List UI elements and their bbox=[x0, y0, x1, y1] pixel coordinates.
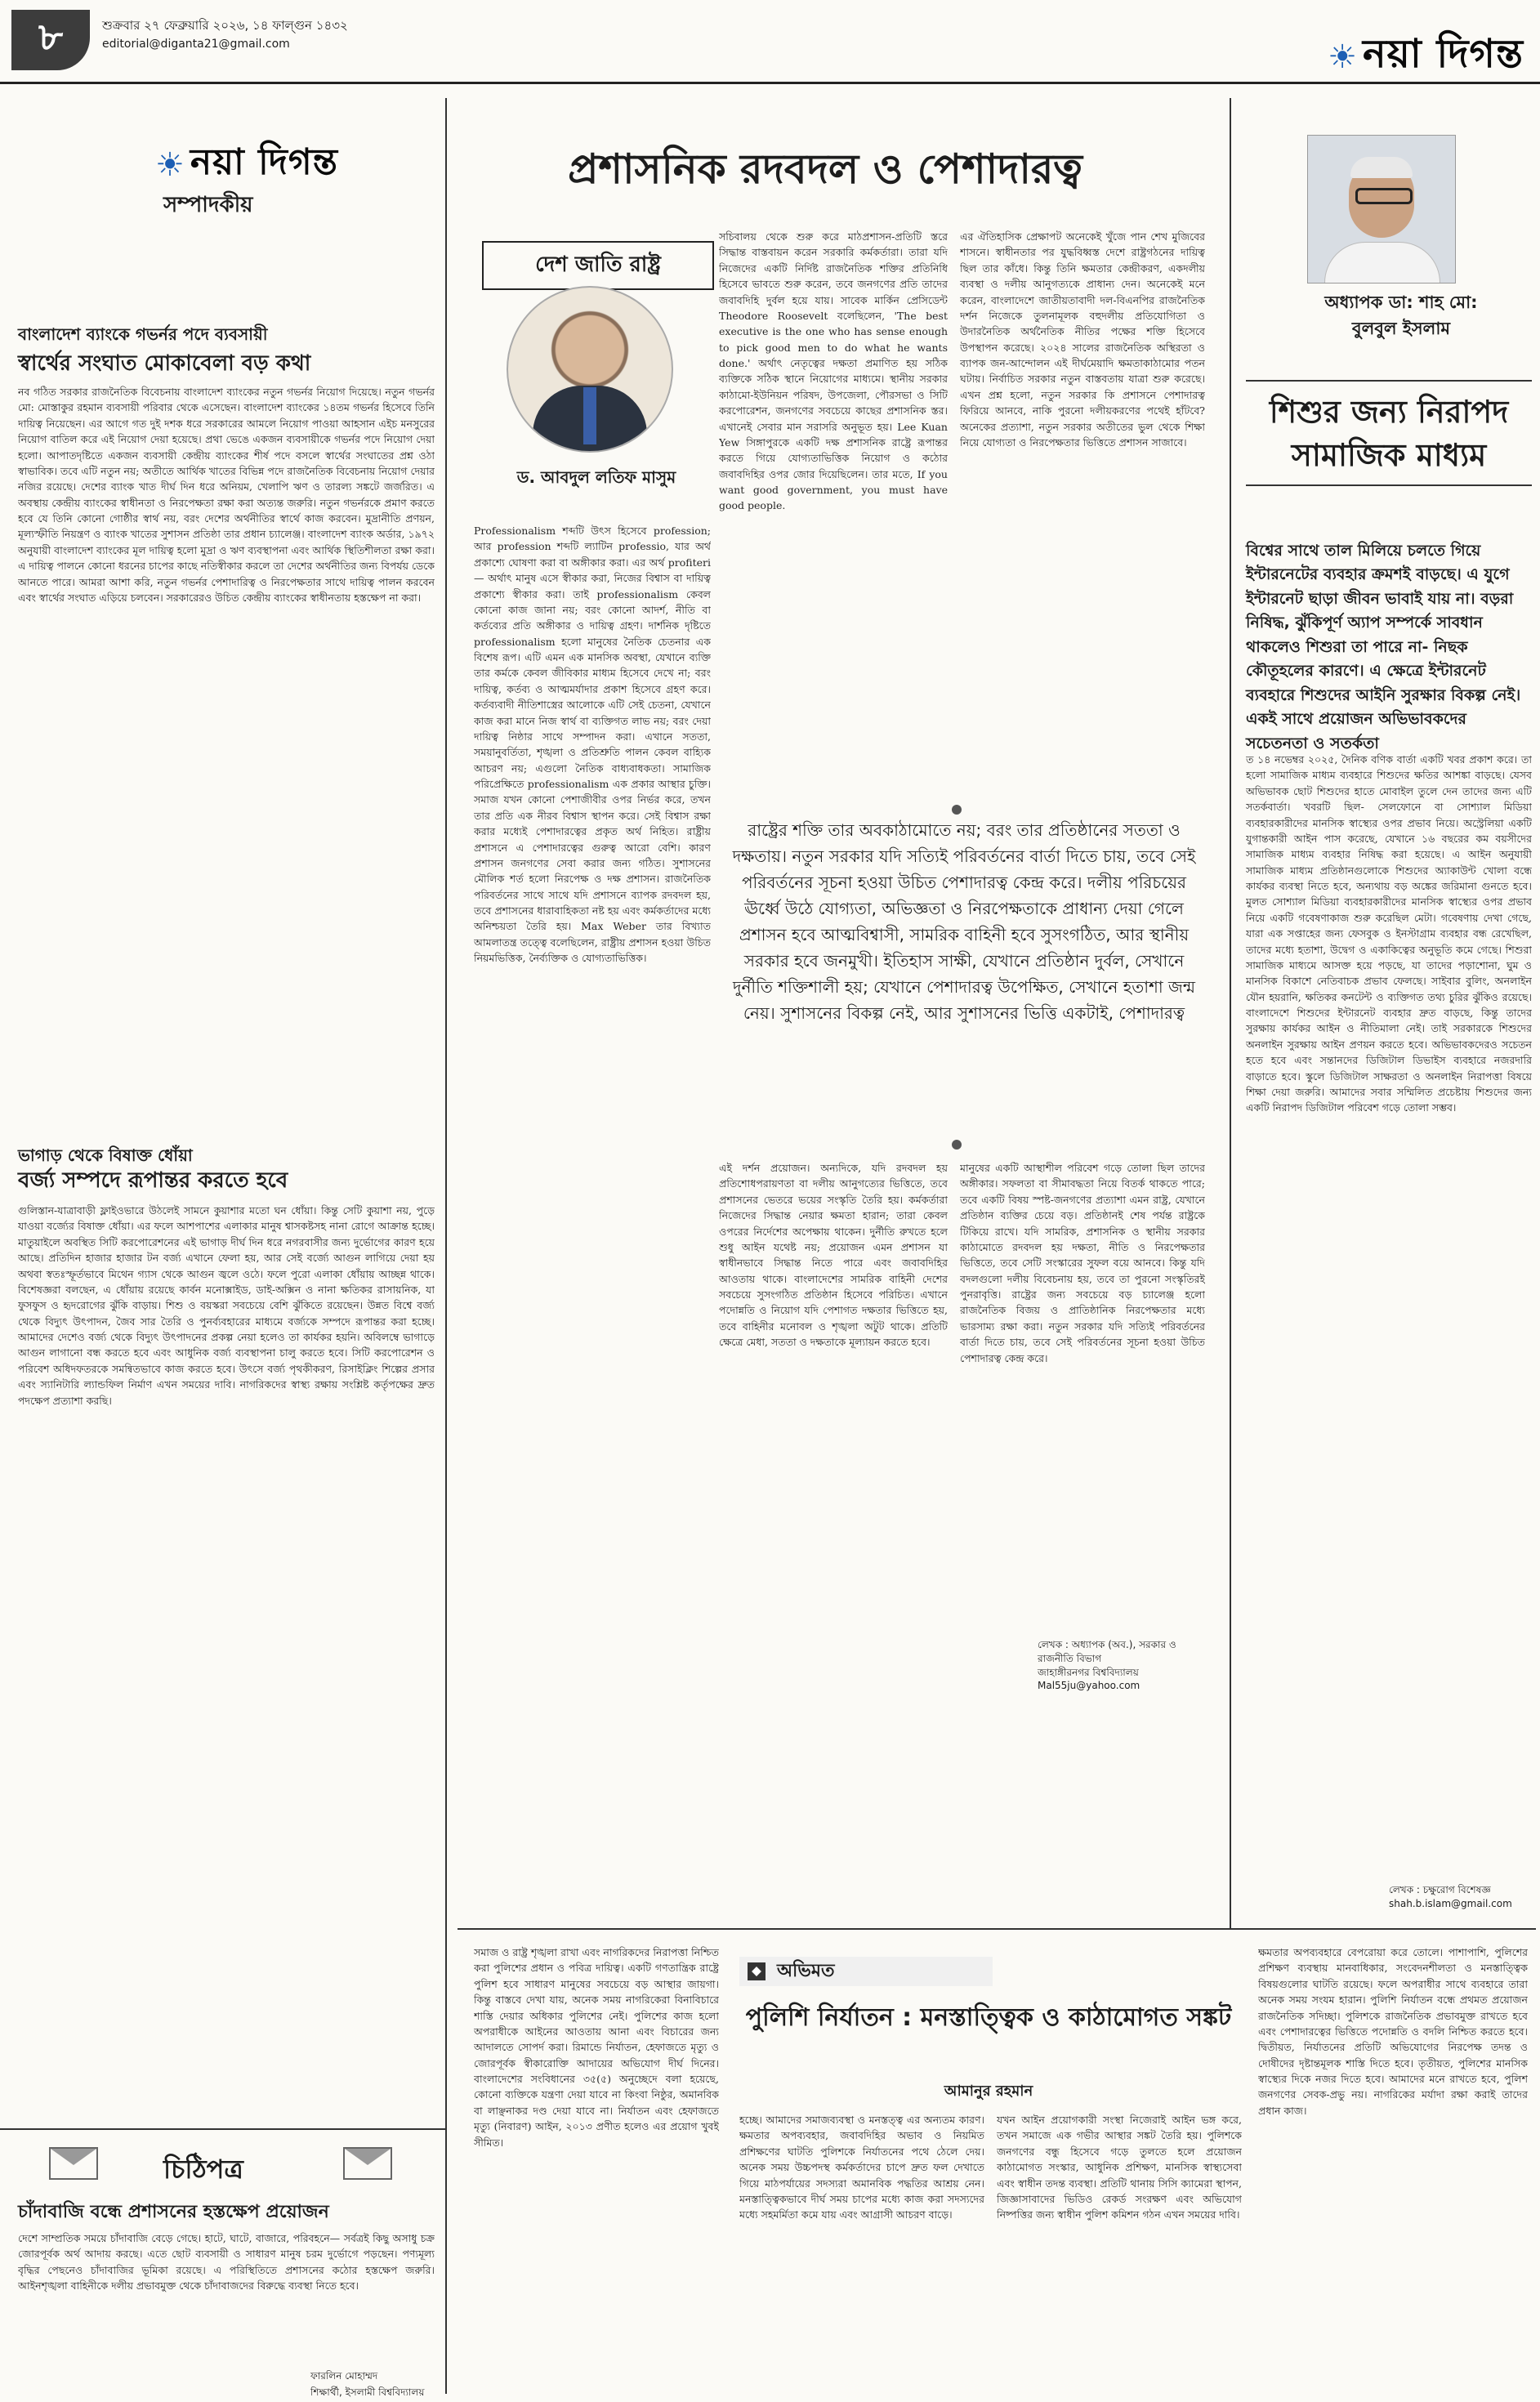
police-article-left-column: সমাজ ও রাষ্ট্র শৃঙ্খলা রাখা এবং নাগরিকদের নিরাপত্তা নিশ্চিত করা পুলিশের প্রধান ও পবিত্র দায়িত্ব। একটি গণতান্ত্রিক রাষ্ট্রে পুলিশ হবে সাধারণ মানুষের সবচেয়ে বড় আস্থার জায়গা। কিন্তু বাস্তবে দেখা যায়, অনেক সময় নাগরিকেরা বিনাবিচারে শাস্তি দেয়ার অধিকার পুলিশের নেই। পুলিশের কাজ হলো অপরাধীকে আইনের আওতায় আনা এবং বিচারের জন্য আদালতে সোপর্দ করা। রিমান্ডে নির্যাতন, হেফাজতে মৃত্যু ও জোরপূর্বক স্বীকারোক্তি আদায়ের অভিযোগ দীর্ঘ দিনের। বাংলাদেশের সংবিধানের ৩৫(৫) অনুচ্ছেদে বলা হয়েছে, কোনো ব্যক্তিকে যন্ত্রণা দেয়া যাবে না কিংবা নিষ্ঠুর, অমানবিক বা লাঞ্ছনাকর দণ্ড দেয়া যাবে না। নির্যাতন এবং হেফাজতে মৃত্যু (নিবারণ) আইন, ২০১৩ প্রণীত হলেও এর প্রয়োগ খুবই সীমিত। bbox=[474, 1946, 719, 2149]
editorial-1-title[interactable]: স্বার্থের সংঘাত মোকাবেলা বড় কথা bbox=[18, 351, 311, 376]
editorial-logo bbox=[155, 135, 338, 194]
column-tag: দেশ জাতি রাষ্ট্র bbox=[482, 241, 714, 290]
main-article-column-1: Professionalism শব্দটি উৎস হিসেবে profession; আর profession শব্দটি ল্যাটিন professio, যার অর্থ প্রকাশ্যে ঘোষণা করা বা অঙ্গীকার করা। এর অর্থ profiteri— অর্থাৎ মানুষ এসে স্বীকার করা, নিজের বিশ্বাস বা দায়িত্ব প্রকাশ্যে স্বীকার করা। তাই professionalism কেবল কোনো কাজ জানা নয়; বরং কোনো আদর্শ, নীতি বা কর্তব্যের প্রতি অঙ্গীকার ও দায়িত্ব গ্রহণ। দার্শনিক দৃষ্টিতে professionalism হলো মানুষের নৈতিক চেতনার এক বিশেষ রূপ। এটি এমন এক মানসিক অবস্থা, যেখানে ব্যক্তি তার কর্মকে কেবল জীবিকার মাধ্যম হিসেবে দেখে না; বরং দায়িত্ব, কর্তব্য ও আত্মমর্যাদার প্রকাশ হিসেবে গ্রহণ করে। কর্তব্যবাদী নীতিশাস্ত্রের আলোকে এটি সেই চেতনা, যেখানে কাজ করা মানে নিজ স্বার্থ বা ব্যক্তিগত লাভ নয়; বরং দেয়া দায়িত্ব নিষ্ঠার সাথে সম্পাদন করা। এখানে সততা, সময়ানুবর্তিতা, শৃঙ্খলা ও প্রতিশ্রুতি পালন কেবল বাহ্যিক আচরণ নয়; এগুলো নৈতিক বাধ্যবাধকতা। সামাজিক পরিপ্রেক্ষিতে professionalism এক প্রকার আস্থার চুক্তি। সমাজ যখন কোনো পেশাজীবীর ওপর নির্ভর করে, তখন তার প্রতি এক নীরব বিশ্বাস স্থাপন করে। সেই বিশ্বাস রক্ষা করার মধ্যেই পেশাদারত্বের প্রকৃত অর্থ নিহিত। রাষ্ট্রীয় প্রশাসনে এ পেশাদারত্বের গুরুত্ব আরো বেশি। কারণ প্রশাসন জনগণের সেবা করার জন্য গঠিত। সুশাসনের মৌলিক শর্ত হলো নিরপেক্ষ ও দক্ষ প্রশাসন। রাজনৈতিক পরিবর্তনের সাথে সাথে যদি প্রশাসনে ব্যাপক রদবদল হয়, তবে প্রশাসনের ধারাবাহিকতা নষ্ট হয় এবং কর্মকর্তাদের মধ্যে অনিশ্চয়তা তৈরি হয়। Max Weber তার বিখ্যাত আমলাতন্ত্র তত্ত্বে বলেছিলেন, রাষ্ট্রীয় প্রশাসন হওয়া উচিত নিয়মভিত্তিক, নৈর্ব্যক্তিক ও যোগ্যতাভিত্তিক। bbox=[474, 525, 711, 965]
letter-title[interactable]: চাঁদাবাজি বন্ধে প্রশাসনের হস্তক্ষেপ প্রয়োজন bbox=[18, 2202, 329, 2222]
opinion-column-1: হচ্ছে। আমাদের সমাজব্যবস্থা ও মনস্তত্ত্ব এর অন্যতম কারণ। ক্ষমতার অপব্যবহার, জবাবদিহির অভাব ও নিয়মিত প্রশিক্ষণের ঘাটতি পুলিশকে নির্যাতনের পথে ঠেলে দেয়। অনেক সময় উচ্চপদস্থ কর্মকর্তাদের চাপে দ্রুত ফল দেখাতে গিয়ে মাঠপর্যায়ের সদস্যরা অমানবিক পদ্ধতির আশ্রয় নেন। মনস্তাত্ত্বিকভাবে দীর্ঘ সময় চাপের মধ্যে কাজ করা সদস্যদের মধ্যে সহমর্মিতা কমে যায় এবং আগ্রাসী আচরণ বাড়ে। bbox=[739, 2114, 984, 2221]
photo-hair bbox=[1350, 157, 1413, 178]
right-author-photo bbox=[1307, 135, 1456, 284]
main-article-column-3b: মানুষের একটি আস্থাশীল পরিবেশ গড়ে তোলা ছিল তাদের অঙ্গীকার। সফলতা বা সীমাবদ্ধতা নিয়ে বিতর্ক থাকতে পারে; তবে একটি বিষয় স্পষ্ট-জনগণের প্রত্যাশা এমন রাষ্ট্র, যেখানে প্রতিষ্ঠান ব্যক্তির চেয়ে বড়। প্রতিষ্ঠানই শেষ পর্যন্ত রাষ্ট্রকে টিকিয়ে রাখে। যদি সামরিক, প্রশাসনিক ও স্থানীয় সরকার কাঠামোতে রদবদল হয় দক্ষতা, নীতি ও নিরপেক্ষতার ভিত্তিতে, তবে সেটি সংস্কারের সুফল বয়ে আনবে। কিন্তু যদি বদলগুলো দলীয় বিবেচনায় হয়, তবে তা পুরনো সংস্কৃতিরই পুনরাবৃত্তি। রাষ্ট্রের জন্য সবচেয়ে বড় চ্যালেঞ্জ হলো রাজনৈতিক বিজয় ও প্রাতিষ্ঠানিক নিরপেক্ষতার মধ্যে ভারসাম্য রক্ষা করা। নতুন সরকার যদি সত্যিই পরিবর্তনের বার্তা দিতে চায়, তবে সেই পরিবর্তনের সূচনা হওয়া উচিত পেশাদারত্ব কেন্দ্র করে। bbox=[960, 1162, 1205, 1364]
opinion-tag-label: অভিমত bbox=[777, 1960, 835, 1981]
opinion-title[interactable]: পুলিশি নির্যাতন : মনস্তাত্ত্বিক ও কাঠামোগত সঙ্কট bbox=[745, 2003, 1232, 2032]
right-article-title[interactable]: শিশুর জন্য নিরাপদ সামাজিক মাধ্যম bbox=[1246, 380, 1532, 486]
main-article-title[interactable]: প্রশাসনিক রদবদল ও পেশাদারত্ব bbox=[568, 145, 1082, 193]
letter-body: দেশে সাম্প্রতিক সময়ে চাঁদাবাজি বেড়ে গেছে। হাটে, ঘাটে, বাজারে, পরিবহনে— সর্বত্রই কিছু অসাধু চক্র জোরপূর্বক অর্থ আদায় করছে। এতে ছোট ব্যবসায়ী ও সাধারণ মানুষ চরম দুর্ভোগে পড়ছেন। পণ্যমূল্য বৃদ্ধির পেছনেও চাঁদাবাজির ভূমিকা রয়েছে। এ পরিস্থিতিতে প্রশাসনের কঠোর হস্তক্ষেপ জরুরি। আইনশৃঙ্খলা বাহিনীকে দলীয় প্রভাবমুক্ত থেকে চাঁদাবাজদের বিরুদ্ধে ব্যবস্থা নিতে হবে। bbox=[18, 2232, 435, 2293]
editorial-2-kicker: ভাগাড় থেকে বিষাক্ত ধোঁয়া bbox=[18, 1145, 193, 1165]
header-rule bbox=[0, 82, 1540, 84]
right-article-author: অধ্যাপক ডা: শাহ মো: বুলবুল ইসলাম bbox=[1324, 292, 1478, 338]
right-article-body: ত ১৪ নভেম্বর ২০২৫, দৈনিক বণিক বার্তা একটি খবর প্রকাশ করে। তা হলো সামাজিক মাধ্যম ব্যবহারে শিশুদের ক্ষতির আশঙ্কা বাড়ছে। যেসব অভিভাবক ছোট শিশুদের হাতে মোবাইল তুলে দেন তাদের জন্য এটি সতর্কবার্তা। খবরটি ছিল- সেলফোনে বা সোশ্যাল মিডিয়া ব্যবহারকারীদের মানসিক স্বাস্থ্যের ওপর প্রভাব নিয়ে। অস্ট্রেলিয়া একটি যুগান্তকারী আইন পাস করেছে, যেখানে ১৬ বছরের কম বয়সীদের সামাজিক মাধ্যম ব্যবহার নিষিদ্ধ করা হয়েছে। এ আইন অনুযায়ী সামাজিক মাধ্যম প্রতিষ্ঠানগুলোকে শিশুদের অ্যাকাউন্ট খোলা বন্ধে কার্যকর ব্যবস্থা নিতে হবে, অন্যথায় বড় অঙ্কের জরিমানা গুনতে হবে। মুলত সোশ্যাল মিডিয়া ব্যবহারকারীদের মানসিক স্বাস্থ্যের ওপর প্রভাব নিয়ে একটি গবেষণাকাজ শুরু করেছিল মেটা। গবেষণায় দেখা গেছে, যারা এক সপ্তাহের জন্য ফেসবুক ও ইনস্টাগ্রাম ব্যবহার বন্ধ রেখেছিল, তাদের মধ্যে হতাশা, উদ্বেগ ও একাকিত্বের অনুভূতি কমে গেছে। শিশুরা সামাজিক মাধ্যমে আসক্ত হয়ে পড়ছে, যা তাদের পড়াশোনা, ঘুম ও মানসিক বিকাশে নেতিবাচক প্রভাব ফেলছে। সাইবার বুলিং, অনলাইন যৌন হয়রানি, ক্ষতিকর কনটেন্ট ও ব্যক্তিগত তথ্য চুরির ঝুঁকিও রয়েছে। বাংলাদেশে শিশুদের ইন্টারনেট ব্যবহার দ্রুত বাড়ছে, কিন্তু তাদের সুরক্ষায় কার্যকর আইন ও নীতিমালা নেই। তাই সরকারকে শিশুদের অনলাইন সুরক্ষায় আইন প্রণয়ন করতে হবে। অভিভাবকদেরও সচেতন হতে হবে এবং সন্তানদের ডিজিটাল ডিভাইস ব্যবহারে নজরদারি বাড়াতে হবে। স্কুলে ডিজিটাল সাক্ষরতা ও অনলাইন নিরাপত্তা বিষয়ে শিক্ষা দেয়া জরুরি। আমাদের সবার সম্মিলিত প্রচেষ্টায় শিশুদের জন্য একটি নিরাপদ ডিজিটাল পরিবেশ গড়ে তোলা সম্ভব। bbox=[1246, 753, 1532, 1114]
pullquote-dot-icon bbox=[952, 1140, 962, 1150]
editorial-1-kicker: বাংলাদেশ ব্যাংকে গভর্নর পদে ব্যবসায়ী bbox=[18, 324, 268, 344]
editorial-2-title[interactable]: বর্জ্য সম্পদে রূপান্তর করতে হবে bbox=[18, 1168, 288, 1193]
column-divider bbox=[1230, 98, 1231, 1928]
photo-shirt bbox=[1324, 242, 1440, 284]
opinion-column-2: যখন আইন প্রয়োগকারী সংস্থা নিজেরাই আইন ভঙ্গ করে, তখন সমাজে এক গভীর আস্থার সঙ্কট তৈরি হয়। পুলিশকে জনগণের বন্ধু হিসেবে গড়ে তুলতে হলে প্রয়োজন কাঠামোগত সংস্কার, আধুনিক প্রশিক্ষণ, মানসিক স্বাস্থ্যসেবা এবং স্বাধীন তদন্ত ব্যবস্থা। প্রতিটি থানায় সিসি ক্যামেরা স্থাপন, জিজ্ঞাসাবাদের ভিডিও রেকর্ড সংরক্ষণ এবং অভিযোগ নিষ্পত্তির জন্য স্বাধীন পুলিশ কমিশন গঠন এখন সময়ের দাবি। bbox=[997, 2114, 1242, 2221]
main-article-column-2: সচিবালয় থেকে শুরু করে মাঠপ্রশাসন-প্রতিটি স্তরে সিদ্ধান্ত বাস্তবায়ন করেন সরকারি কর্মকর্তারা। তারা যদি নিজেদের একটি নির্দিষ্ট রাজনৈতিক শক্তির প্রতিনিধি হিসেবে ভাবতে শুরু করেন, তবে জনগণের প্রতি তাদের জবাবদিহি দুর্বল হয়ে যায়। সাবেক মার্কিন প্রেসিডেন্ট Theodore Roosevelt বলেছিলেন, 'The best executive is the one who has sense enough to pick good men to do what he wants done.' অর্থাৎ নেতৃত্বের দক্ষতা প্রমাণিত হয় সঠিক ব্যক্তিকে সঠিক স্থানে নিয়োগের মাধ্যমে। স্থানীয় সরকার কাঠামো-ইউনিয়ন পরিষদ, উপজেলা, পৌরসভা ও সিটি করপোরেশন, জনগণের সবচেয়ে কাছের প্রশাসনিক স্তর। এখানেই সেবার মান সরাসরি অনুভূত হয়। Lee Kuan Yew সিঙ্গাপুরকে একটি দক্ষ প্রশাসনিক রাষ্ট্রে রূপান্তর করতে গিয়ে যোগ্যতাভিত্তিক নিয়োগ ও কঠোর জবাবদিহির ওপর জোর দিয়েছিলেন। তার মতে, If you want good government, you must have good people. bbox=[719, 230, 948, 512]
date-line: শুক্রবার ২৭ ফেব্রুয়ারি ২০২৬, ১৪ ফাল্গুন ১৪৩২ bbox=[102, 18, 348, 33]
main-article-column-2b: এই দর্শন প্রয়োজন। অন্যদিকে, যদি রদবদল হয় প্রতিশোধপরায়ণতা বা দলীয় আনুগত্যের ভিত্তিতে, তবে প্রশাসনের ভেতরে ভয়ের সংস্কৃতি তৈরি হয়। কর্মকর্তারা নিজেদের সিদ্ধান্ত নেয়ার ক্ষমতা হারান; তারা কেবল ওপরের নির্দেশের অপেক্ষায় থাকেন। দুর্নীতি রুখতে হলে শুধু আইন যথেষ্ট নয়; প্রয়োজন এমন প্রশাসন যা স্বাধীনভাবে সিদ্ধান্ত নিতে পারে এবং জবাবদিহির আওতায় থাকে। বাংলাদেশের সামরিক বাহিনী দেশের সবচেয়ে সুসংগঠিত প্রতিষ্ঠান হিসেবে পরিচিত। এখানে পদোন্নতি ও নিয়োগ যদি পেশাগত দক্ষতার ভিত্তিতে হয়, তবে বাহিনীর মনোবল ও শৃঙ্খলা অটুট থাকে। প্রতিটি ক্ষেত্রে মেধা, সততা ও দক্ষতাকে মূল্যায়ন করতে হবে। bbox=[719, 1162, 948, 1349]
editorial-section-label: সম্পাদকীয় bbox=[163, 193, 253, 217]
newspaper-logo bbox=[1328, 25, 1524, 89]
editorial-2-body: গুলিস্তান-যাত্রাবাড়ী ফ্লাইওভারে উঠলেই সামনে কুয়াশার মতো ঘন ধোঁয়া। কিন্তু সেটি কুয়াশা নয়, পুড়ে যাওয়া বর্জ্যের বিষাক্ত ধোঁয়া। এর ফলে আশপাশের এলাকার মানুষ শ্বাসকষ্টসহ নানা রোগে আক্রান্ত হচ্ছে। মাতুয়াইলে অবস্থিত সিটি করপোরেশনের এই ভাগাড় দীর্ঘ দিন ধরে নগরবাসীর জন্য দুর্ভোগের কারণ হয়ে আছে। প্রতিদিন হাজার হাজার টন বর্জ্য এখানে ফেলা হয়, আর সেই বর্জ্যে আগুন লাগিয়ে দেয়া হয় অথবা স্বতঃস্ফূর্তভাবে মিথেন গ্যাস থেকে আগুন জ্বলে ওঠে। ফলে পুরো এলাকা ধোঁয়ায় আচ্ছন্ন থাকে। বিশেষজ্ঞরা বলছেন, এ ধোঁয়ায় রয়েছে কার্বন মনোক্সাইড, ডাই-অক্সিন ও নানা ক্ষতিকর রাসায়নিক, যা ফুসফুস ও হৃদরোগের ঝুঁকি বাড়ায়। শিশু ও বয়স্করা সবচেয়ে বেশি ঝুঁকিতে রয়েছেন। উন্নত বিশ্বে বর্জ্য থেকে বিদ্যুৎ উৎপাদন, জৈব সার তৈরি ও পুনর্ব্যবহারের মাধ্যমে বর্জ্যকে সম্পদে রূপান্তর করা হচ্ছে। আমাদের দেশেও বর্জ্য থেকে বিদ্যুৎ উৎপাদনের প্রকল্প নেয়া হলেও তা কার্যকর হয়নি। অবিলম্বে ভাগাড়ে আগুন লাগানো বন্ধ করতে হবে এবং আধুনিক বর্জ্য ব্যবস্থাপনা চালু করতে হবে। সিটি করপোরেশন ও পরিবেশ অধিদফতরকে সমন্বিতভাবে কাজ করতে হবে। উৎসে বর্জ্য পৃথকীকরণ, রিসাইক্লিং শিল্পের প্রসার এবং স্যানিটারি ল্যান্ডফিল নির্মাণ এখন সময়ের দাবি। নাগরিকদের স্বাস্থ্য রক্ষায় সংশ্লিষ্ট কর্তৃপক্ষের দ্রুত পদক্ষেপ প্রত্যাশা করছি। bbox=[18, 1204, 435, 1407]
main-article-author-note: লেখক : অধ্যাপক (অব.), সরকার ও রাজনীতি বিভাগ জাহাঙ্গীরনগর বিশ্ববিদ্যালয় Mal55ju@yahoo.com bbox=[1038, 1639, 1176, 1692]
editorial-1-body: নব গঠিত সরকার রাজনৈতিক বিবেচনায় বাংলাদেশ ব্যাংকের নতুন গভর্নর নিয়োগ দিয়েছে। নতুন গভর্নর মো: মোস্তাকুর রহমান ব্যবসায়ী পরিবার থেকে এসেছেন। বাংলাদেশ ব্যাংকের ১৪তম গভর্নর হিসেবে তিনি দায়িত্ব নিয়েছেন। এর আগে গত দুই দশক ধরে সরকারের আমলে নিয়োগ পাওয়া আহসান এইচ মনসুরের নিয়োগ বাতিল করে এই নিয়োগ দেয়া হয়েছে। প্রথা ভেঙে একজন ব্যবসায়ীকে গভর্নর পদে নিয়োগ দেয়া হলো। আপাতদৃষ্টিতে একজন ব্যবসায়ী কেন্দ্রীয় ব্যাংকের শীর্ষ পদে বসলে স্বার্থের সংঘাতের প্রশ্ন ওঠা স্বাভাবিক। তবে এটি নতুন নয়; অতীতে আর্থিক খাতের বিভিন্ন পদে রাজনৈতিক বিবেচনায় নিয়োগ দেয়ার নজির রয়েছে। দেশের ব্যাংক খাত দীর্ঘ দিন ধরে অনিয়ম, খেলাপি ঋণ ও তারল্য সঙ্কটে জর্জরিত। এ অবস্থায় কেন্দ্রীয় ব্যাংকের স্বাধীনতা ও নিরপেক্ষতা রক্ষা করা অত্যন্ত জরুরি। নতুন গভর্নরকে প্রমাণ করতে হবে যে তিনি কোনো গোষ্ঠীর স্বার্থ নয়, বরং দেশের অর্থনীতির স্বার্থে কাজ করবেন। মুদ্রানীতি প্রণয়ন, মূল্যস্ফীতি নিয়ন্ত্রণ ও ব্যাংক খাতের সুশাসন প্রতিষ্ঠা তার প্রধান চ্যালেঞ্জ। বাংলাদেশ ব্যাংক অর্ডার, ১৯৭২ অনুযায়ী বাংলাদেশ ব্যাংকের মূল দায়িত্ব হলো মুদ্রা ও ঋণ ব্যবস্থাপনা এবং আর্থিক স্থিতিশীলতা রক্ষা করা। এ দায়িত্ব পালনে কোনো ধরনের চাপের কাছে নতিস্বীকার করলে তা দেশের অর্থনীতির জন্য বিপর্যয় ডেকে আনতে পারে। আমরা আশা করি, নতুন গভর্নর পেশাদারিত্ব ও নিরপেক্ষতার সাথে দায়িত্ব পালন করবেন এবং স্বার্থের সংঘাত এড়িয়ে চলবেন। সরকারেরও উচিত কেন্দ্রীয় ব্যাংকের স্বাধীনতায় হস্তক্ষেপ না করা। bbox=[18, 386, 435, 604]
page-number: ৮ bbox=[11, 10, 90, 70]
letters-heading: চিঠিপত্র bbox=[163, 2154, 243, 2185]
logo-sun-icon: ☀ bbox=[155, 145, 185, 184]
photo-glasses bbox=[1355, 188, 1413, 204]
pullquote: রাষ্ট্রের শক্তি তার অবকাঠামোতে নয়; বরং তার প্রতিষ্ঠানের সততা ও দক্ষতায়। নতুন সরকার যদি সত্যিই পরিবর্তনের বার্তা দিতে চায়, তবে সেই পরিবর্তনের সূচনা হওয়া উচিত পেশাদারত্ব কেন্দ্র করে। দলীয় পরিচয়ের ঊর্ধ্বে উঠে যোগ্যতা, অভিজ্ঞতা ও নিরপেক্ষতাকে প্রাধান্য দেয়া গেলে প্রশাসন হবে আত্মবিশ্বাসী, সামরিক বাহিনী হবে সুসংগঠিত, আর স্থানীয় সরকার হবে জনমুখী। ইতিহাস সাক্ষী, যেখানে প্রতিষ্ঠান দুর্বল, সেখানে দুর্নীতি শক্তিশালী হয়; যেখানে পেশাদারত্ব উপেক্ষিত, সেখানে হতাশা জন্ম নেয়। সুশাসনের বিকল্প নেই, আর সুশাসনের ভিত্তি একটাই, পেশাদারত্ব bbox=[732, 820, 1196, 1023]
letter-author: ফারলিন মোহাম্মদ শিক্ষার্থী, ইসলামী বিশ্ববিদ্যালয় bbox=[310, 2370, 425, 2398]
envelope-icon bbox=[49, 2147, 98, 2180]
logo-text: নয়া দিগন্ত bbox=[1362, 31, 1524, 77]
editorial-logo-text: নয়া দিগন্ত bbox=[190, 141, 338, 183]
editorial-email[interactable]: editorial@diganta21@gmail.com bbox=[102, 38, 290, 51]
author-photo bbox=[507, 286, 673, 453]
logo-sun-icon: ☀ bbox=[1328, 38, 1358, 76]
envelope-icon bbox=[343, 2147, 392, 2180]
police-article-right-column: ক্ষমতার অপব্যবহারে বেপরোয়া করে তোলে। পাশাপাশি, পুলিশের প্রশিক্ষণ ব্যবস্থায় মানবাধিকার, সংবেদনশীলতা ও মনস্তাত্ত্বিক বিষয়গুলোর ঘাটতি রয়েছে। ফলে অপরাধীর সাথে ব্যবহারে তারা অনেক সময় সংযম হারান। পুলিশি নির্যাতন বন্ধে প্রথমত প্রয়োজন রাজনৈতিক সদিচ্ছা। পুলিশকে রাজনৈতিক প্রভাবমুক্ত রাখতে হবে এবং পেশাদারত্বের ভিত্তিতে পদোন্নতি ও বদলি নিশ্চিত করতে হবে। দ্বিতীয়ত, নির্যাতনের প্রতিটি অভিযোগের নিরপেক্ষ তদন্ত ও দোষীদের দৃষ্টান্তমূলক শাস্তি দিতে হবে। তৃতীয়ত, পুলিশের মানসিক স্বাস্থ্যের দিকে নজর দিতে হবে। আমাদের মনে রাখতে হবে, পুলিশ জনগণের সেবক-প্রভু নয়। নাগরিকের মর্যাদা রক্ষা করাই তাদের প্রধান কাজ। bbox=[1258, 1946, 1528, 2117]
main-article-column-3: এর ঐতিহাসিক প্রেক্ষাপট অনেকেই খুঁজে পান শেখ মুজিবের শাসনে। স্বাধীনতার পর যুদ্ধবিধ্বস্ত দেশে রাষ্ট্রগঠনের দায়িত্ব ছিল তার কাঁধে। কিন্তু তিনি ক্ষমতার কেন্দ্রীকরণ, একদলীয় ব্যবস্থা ও দলীয় আনুগত্যকে প্রাধান্য দেন। অনেকেই মনে করেন, বাংলাদেশে জাতীয়তাবাদী দল-বিএনপির রাজনৈতিক দর্শন নিজেকে তুলনামূলক বহুদলীয় প্রতিযোগিতা ও উদারনৈতিক অর্থনৈতিক নীতির পক্ষের শক্তি হিসেবে উপস্থাপন করেছে। ২০২৪ সালের রাজনৈতিক অস্থিরতা ও ব্যাপক জন-আন্দোলন এই দীর্ঘমেয়াদি ক্ষমতাকাঠামোর পতন ঘটায়। নির্বাচিত সরকার নতুন বাস্তবতায় যাত্রা শুরু করেছে। এখন প্রশ্ন হলো, নতুন সরকার কি প্রশাসনে পেশাদারত্ব ফিরিয়ে আনবে, নাকি পুরনো দলীয়করণের পথেই হাঁটবে? অনেকের প্রত্যাশা, নতুন সরকার অতীতের ভুল থেকে শিক্ষা নিয়ে যোগ্যতা ও নিরপেক্ষতার ভিত্তিতে প্রশাসন সাজাবে। bbox=[960, 230, 1205, 449]
column-divider bbox=[445, 98, 447, 2394]
main-article-author: ড. আবদুল লতিফ মাসুম bbox=[516, 467, 676, 487]
right-article-author-note: লেখক : চক্ষুরোগ বিশেষজ্ঞ shah.b.islam@gmail.com bbox=[1389, 1884, 1512, 1909]
author-photo-tie bbox=[583, 387, 596, 444]
opinion-author: আমানুর রহমান bbox=[944, 2083, 1033, 2100]
section-divider bbox=[0, 2128, 445, 2130]
opinion-square-icon bbox=[748, 1962, 766, 1980]
right-article-lead: বিশ্বের সাথে তাল মিলিয়ে চলতে গিয়ে ইন্টারনেটের ব্যবহার ক্রমশই বাড়ছে। এ যুগে ইন্টারনেট ছাড়া জীবন ভাবাই যায় না। বড়রা নিষিদ্ধ, ঝুঁকিপূর্ণ অ্যাপ সম্পর্কে সাবধান থাকলেও শিশুরা তা পারে না- নিছক কৌতূহলের কারণে। এ ক্ষেত্রে ইন্টারনেট ব্যবহারে শিশুদের আইনি সুরক্ষার বিকল্প নেই। একই সাথে প্রয়োজন অভিভাবকদের সচেতনতা ও সতর্কতা bbox=[1246, 542, 1521, 752]
opinion-tag bbox=[739, 1957, 993, 1986]
pullquote-dot-icon bbox=[952, 805, 962, 815]
section-divider bbox=[458, 1928, 1536, 1930]
